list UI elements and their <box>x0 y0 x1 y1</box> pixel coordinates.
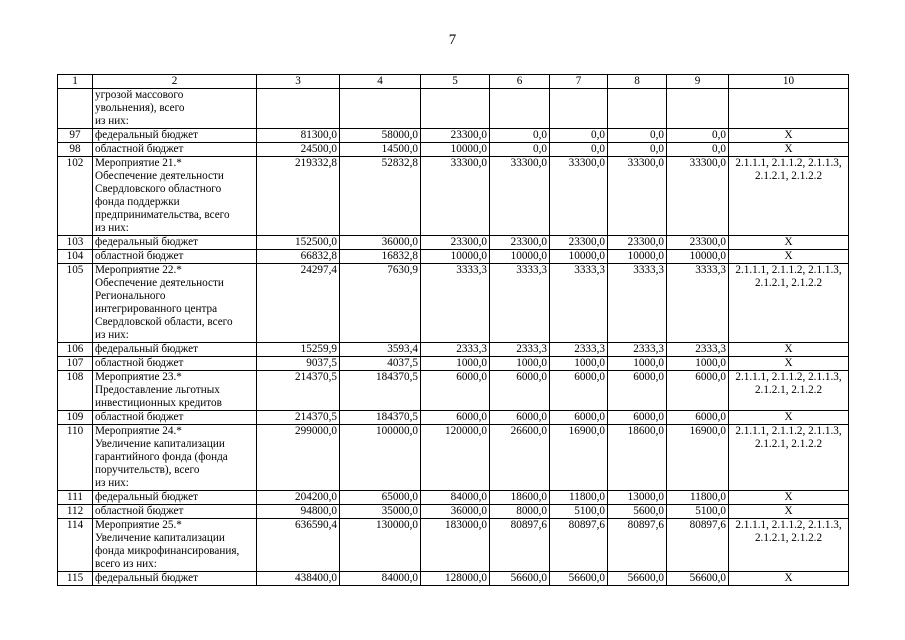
value-cell: 80897,6 <box>550 519 608 572</box>
value-cell: 1000,0 <box>421 357 490 371</box>
value-cell: 128000,0 <box>421 572 490 586</box>
item-name-cell: федеральный бюджет <box>93 236 257 250</box>
item-name-cell: Мероприятие 25.* Увеличение капитализации фонда микрофинансирования, всего из них: <box>93 519 257 572</box>
column-header: 3 <box>257 75 340 89</box>
table-row <box>58 264 849 343</box>
table-row <box>58 425 849 491</box>
table-row <box>58 357 849 371</box>
value-cell <box>421 89 490 129</box>
value-cell: 6000,0 <box>421 371 490 411</box>
value-cell <box>550 89 608 129</box>
item-name-cell: Мероприятие 21.* Обеспечение деятельности Свердловского областного фонда поддержки предпринимательства, всего из них: <box>93 157 257 236</box>
value-cell: 10000,0 <box>421 250 490 264</box>
table-row <box>58 143 849 157</box>
value-cell: 214370,5 <box>257 371 340 411</box>
row-number-cell: 111 <box>58 491 93 505</box>
value-cell: 23300,0 <box>667 236 729 250</box>
target-indicator-cell <box>729 89 849 129</box>
row-number-cell: 107 <box>58 357 93 371</box>
row-number-cell: 104 <box>58 250 93 264</box>
row-number-cell <box>58 89 93 129</box>
target-indicator-cell: X <box>729 343 849 357</box>
value-cell: 6000,0 <box>421 411 490 425</box>
target-indicator-cell: X <box>729 411 849 425</box>
value-cell: 2333,3 <box>608 343 667 357</box>
target-indicator-cell: X <box>729 236 849 250</box>
value-cell: 1000,0 <box>490 357 550 371</box>
value-cell: 0,0 <box>608 129 667 143</box>
column-header: 1 <box>58 75 93 89</box>
value-cell: 6000,0 <box>608 371 667 411</box>
value-cell: 184370,5 <box>340 371 421 411</box>
value-cell: 36000,0 <box>340 236 421 250</box>
target-indicator-cell: X <box>729 357 849 371</box>
value-cell: 56600,0 <box>550 572 608 586</box>
value-cell: 11800,0 <box>667 491 729 505</box>
value-cell: 3333,3 <box>490 264 550 343</box>
value-cell: 33300,0 <box>490 157 550 236</box>
value-cell: 33300,0 <box>550 157 608 236</box>
value-cell: 16900,0 <box>667 425 729 491</box>
value-cell: 14500,0 <box>340 143 421 157</box>
value-cell: 56600,0 <box>608 572 667 586</box>
table-row <box>58 519 849 572</box>
value-cell: 0,0 <box>667 129 729 143</box>
value-cell: 5100,0 <box>667 505 729 519</box>
value-cell: 1000,0 <box>550 357 608 371</box>
value-cell: 56600,0 <box>667 572 729 586</box>
value-cell: 23300,0 <box>421 236 490 250</box>
page-number: 7 <box>448 32 457 48</box>
item-name-cell: федеральный бюджет <box>93 572 257 586</box>
column-header: 6 <box>490 75 550 89</box>
value-cell: 120000,0 <box>421 425 490 491</box>
value-cell: 52832,8 <box>340 157 421 236</box>
value-cell: 636590,4 <box>257 519 340 572</box>
value-cell: 2333,3 <box>667 343 729 357</box>
item-name-cell: областной бюджет <box>93 411 257 425</box>
table-row <box>58 89 849 129</box>
table-row <box>58 129 849 143</box>
value-cell: 6000,0 <box>667 411 729 425</box>
value-cell: 0,0 <box>667 143 729 157</box>
item-name-cell: федеральный бюджет <box>93 343 257 357</box>
value-cell: 9037,5 <box>257 357 340 371</box>
row-number-cell: 98 <box>58 143 93 157</box>
value-cell: 80897,6 <box>608 519 667 572</box>
value-cell: 16900,0 <box>550 425 608 491</box>
value-cell: 299000,0 <box>257 425 340 491</box>
value-cell: 6000,0 <box>608 411 667 425</box>
value-cell: 10000,0 <box>667 250 729 264</box>
budget-table <box>57 74 849 586</box>
value-cell: 33300,0 <box>608 157 667 236</box>
value-cell: 6000,0 <box>550 371 608 411</box>
value-cell: 4037,5 <box>340 357 421 371</box>
target-indicator-cell: X <box>729 129 849 143</box>
target-indicator-cell: 2.1.1.1, 2.1.1.2, 2.1.1.3, 2.1.2.1, 2.1.2.2 <box>729 425 849 491</box>
value-cell: 24297,4 <box>257 264 340 343</box>
row-number-cell: 103 <box>58 236 93 250</box>
value-cell: 10000,0 <box>490 250 550 264</box>
value-cell: 3333,3 <box>608 264 667 343</box>
value-cell: 58000,0 <box>340 129 421 143</box>
value-cell: 23300,0 <box>421 129 490 143</box>
value-cell: 5600,0 <box>608 505 667 519</box>
item-name-cell: областной бюджет <box>93 505 257 519</box>
target-indicator-cell: X <box>729 505 849 519</box>
target-indicator-cell: 2.1.1.1, 2.1.1.2, 2.1.1.3, 2.1.2.1, 2.1.2.2 <box>729 371 849 411</box>
table-row <box>58 411 849 425</box>
row-number-cell: 108 <box>58 371 93 411</box>
header-row <box>58 75 849 89</box>
table-row <box>58 371 849 411</box>
value-cell: 2333,3 <box>421 343 490 357</box>
value-cell: 33300,0 <box>667 157 729 236</box>
value-cell: 94800,0 <box>257 505 340 519</box>
value-cell: 10000,0 <box>608 250 667 264</box>
value-cell: 3333,3 <box>421 264 490 343</box>
row-number-cell: 106 <box>58 343 93 357</box>
value-cell: 24500,0 <box>257 143 340 157</box>
column-header: 4 <box>340 75 421 89</box>
row-number-cell: 109 <box>58 411 93 425</box>
table-row <box>58 491 849 505</box>
value-cell: 23300,0 <box>608 236 667 250</box>
value-cell: 204200,0 <box>257 491 340 505</box>
item-name-cell: областной бюджет <box>93 357 257 371</box>
row-number-cell: 97 <box>58 129 93 143</box>
value-cell: 36000,0 <box>421 505 490 519</box>
item-name-cell: федеральный бюджет <box>93 129 257 143</box>
value-cell: 6000,0 <box>490 411 550 425</box>
column-header: 10 <box>729 75 849 89</box>
value-cell: 35000,0 <box>340 505 421 519</box>
value-cell: 5100,0 <box>550 505 608 519</box>
item-name-cell: федеральный бюджет <box>93 491 257 505</box>
value-cell: 84000,0 <box>421 491 490 505</box>
target-indicator-cell: 2.1.1.1, 2.1.1.2, 2.1.1.3, 2.1.2.1, 2.1.2.2 <box>729 157 849 236</box>
row-number-cell: 105 <box>58 264 93 343</box>
value-cell: 15259,9 <box>257 343 340 357</box>
value-cell: 0,0 <box>550 129 608 143</box>
table-row <box>58 343 849 357</box>
table-body <box>58 89 849 586</box>
value-cell: 1000,0 <box>667 357 729 371</box>
row-number-cell: 102 <box>58 157 93 236</box>
value-cell: 3333,3 <box>550 264 608 343</box>
value-cell: 23300,0 <box>550 236 608 250</box>
value-cell: 6000,0 <box>550 411 608 425</box>
target-indicator-cell: X <box>729 572 849 586</box>
item-name-cell: Мероприятие 23.* Предоставление льготных инвестиционных кредитов <box>93 371 257 411</box>
value-cell: 23300,0 <box>490 236 550 250</box>
value-cell: 1000,0 <box>608 357 667 371</box>
item-name-cell: Мероприятие 22.* Обеспечение деятельности Регионального интегрированного центра Свердловской области, всего из них: <box>93 264 257 343</box>
value-cell: 7630,9 <box>340 264 421 343</box>
target-indicator-cell: 2.1.1.1, 2.1.1.2, 2.1.1.3, 2.1.2.1, 2.1.2.2 <box>729 264 849 343</box>
target-indicator-cell: 2.1.1.1, 2.1.1.2, 2.1.1.3, 2.1.2.1, 2.1.2.2 <box>729 519 849 572</box>
value-cell: 0,0 <box>550 143 608 157</box>
value-cell: 11800,0 <box>550 491 608 505</box>
table-row <box>58 236 849 250</box>
value-cell: 18600,0 <box>608 425 667 491</box>
column-header: 7 <box>550 75 608 89</box>
target-indicator-cell: X <box>729 143 849 157</box>
table-row <box>58 505 849 519</box>
value-cell <box>490 89 550 129</box>
value-cell: 80897,6 <box>667 519 729 572</box>
value-cell <box>608 89 667 129</box>
row-number-cell: 115 <box>58 572 93 586</box>
table-row <box>58 250 849 264</box>
table-row <box>58 572 849 586</box>
value-cell: 183000,0 <box>421 519 490 572</box>
target-indicator-cell: X <box>729 491 849 505</box>
value-cell: 8000,0 <box>490 505 550 519</box>
item-name-cell: угрозой массового увольнения), всего из них: <box>93 89 257 129</box>
value-cell: 84000,0 <box>340 572 421 586</box>
row-number-cell: 112 <box>58 505 93 519</box>
column-header: 5 <box>421 75 490 89</box>
value-cell: 56600,0 <box>490 572 550 586</box>
item-name-cell: Мероприятие 24.* Увеличение капитализации гарантийного фонда (фонда поручительств), всего из них: <box>93 425 257 491</box>
value-cell: 2333,3 <box>550 343 608 357</box>
column-header: 8 <box>608 75 667 89</box>
target-indicator-cell: X <box>729 250 849 264</box>
value-cell: 3333,3 <box>667 264 729 343</box>
value-cell: 438400,0 <box>257 572 340 586</box>
column-header: 2 <box>93 75 257 89</box>
value-cell: 100000,0 <box>340 425 421 491</box>
value-cell: 152500,0 <box>257 236 340 250</box>
item-name-cell: областной бюджет <box>93 250 257 264</box>
value-cell: 3593,4 <box>340 343 421 357</box>
value-cell: 2333,3 <box>490 343 550 357</box>
row-number-cell: 114 <box>58 519 93 572</box>
value-cell <box>257 89 340 129</box>
value-cell: 184370,5 <box>340 411 421 425</box>
value-cell: 13000,0 <box>608 491 667 505</box>
value-cell <box>340 89 421 129</box>
item-name-cell: областной бюджет <box>93 143 257 157</box>
value-cell: 80897,6 <box>490 519 550 572</box>
value-cell: 214370,5 <box>257 411 340 425</box>
row-number-cell: 110 <box>58 425 93 491</box>
value-cell: 6000,0 <box>667 371 729 411</box>
value-cell: 26600,0 <box>490 425 550 491</box>
table-row <box>58 157 849 236</box>
value-cell: 6000,0 <box>490 371 550 411</box>
column-header: 9 <box>667 75 729 89</box>
value-cell: 219332,8 <box>257 157 340 236</box>
value-cell: 0,0 <box>490 143 550 157</box>
value-cell: 10000,0 <box>421 143 490 157</box>
value-cell: 33300,0 <box>421 157 490 236</box>
value-cell: 18600,0 <box>490 491 550 505</box>
value-cell: 10000,0 <box>550 250 608 264</box>
value-cell: 0,0 <box>608 143 667 157</box>
value-cell: 65000,0 <box>340 491 421 505</box>
value-cell: 66832,8 <box>257 250 340 264</box>
value-cell <box>667 89 729 129</box>
value-cell: 16832,8 <box>340 250 421 264</box>
value-cell: 81300,0 <box>257 129 340 143</box>
value-cell: 130000,0 <box>340 519 421 572</box>
value-cell: 0,0 <box>490 129 550 143</box>
